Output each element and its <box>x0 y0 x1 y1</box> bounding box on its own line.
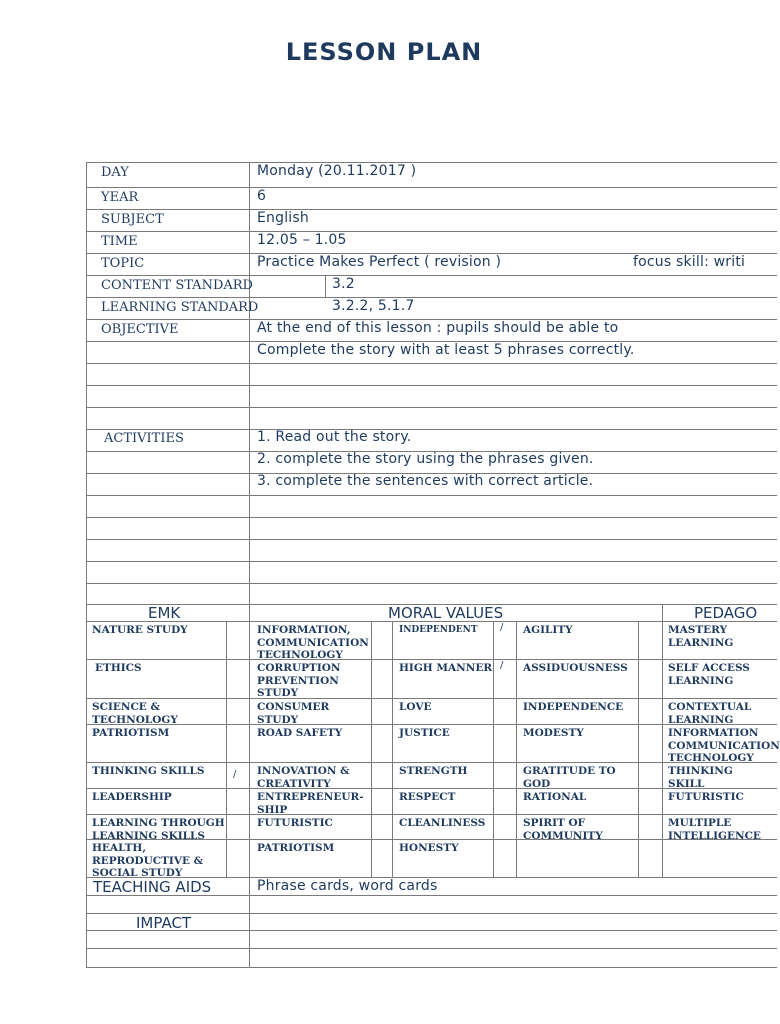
row-divider <box>86 814 777 815</box>
moral-b-cell: ASSIDUOUSNESS <box>523 662 628 674</box>
moral-a-cell: HIGH MANNER <box>399 662 493 674</box>
row-divider <box>86 275 777 276</box>
moral-b-cell: SPIRIT OF COMMUNITY <box>523 817 603 842</box>
topic-value: Practice Makes Perfect ( revision ) <box>257 254 502 270</box>
content-standard-label: CONTENT STANDARD <box>101 278 253 293</box>
moral-a-cell: CLEANLINESS <box>399 817 486 829</box>
moral-b-cell: RATIONAL <box>523 791 587 803</box>
activity-3: 3. complete the sentences with correct article. <box>257 473 594 489</box>
focus-skill: focus skill: writi <box>633 254 746 270</box>
pedagogy-cell: MULTIPLE INTELLIGENCE <box>668 817 761 842</box>
moral-a-cell: LOVE <box>399 701 432 713</box>
objective-line-1: At the end of this lesson : pupils should be able to <box>257 320 619 336</box>
row-divider <box>86 231 777 232</box>
moral-b-cell: INDEPENDENCE <box>523 701 624 713</box>
row-divider <box>86 209 777 210</box>
moral-a-cell: HONESTY <box>399 842 459 854</box>
emk-cell: NATURE STUDY <box>92 624 188 636</box>
emk-b-cell: ROAD SAFETY <box>257 727 343 739</box>
moral-b-cell: GRATITUDE TO GOD <box>523 765 616 790</box>
emk-b-cell: INFORMATION, COMMUNICATION TECHNOLOGY <box>257 624 369 661</box>
objective-label: OBJECTIVE <box>101 322 179 337</box>
lesson-plan-table <box>86 162 780 968</box>
emk-header: EMK <box>148 604 181 622</box>
column-divider <box>662 604 663 878</box>
year-value: 6 <box>257 188 267 204</box>
objective-line-2: Complete the story with at least 5 phrases correctly. <box>257 342 635 358</box>
check-mark-independent: / <box>500 622 504 633</box>
moral-a-cell: JUSTICE <box>399 727 450 739</box>
moral-values-header: MORAL VALUES <box>388 604 504 622</box>
emk-cell: SCIENCE & TECHNOLOGY <box>92 701 178 726</box>
row-divider <box>86 429 777 430</box>
year-label: YEAR <box>101 190 139 205</box>
moral-a-cell: INDEPENDENT <box>399 625 478 635</box>
moral-a-cell: RESPECT <box>399 791 456 803</box>
teaching-aids-label: TEACHING AIDS <box>93 878 212 896</box>
column-divider <box>516 621 517 878</box>
column-divider <box>325 275 326 298</box>
pedagogy-cell: INFORMATION COMMUNICATION TECHNOLOGY <box>668 727 780 764</box>
table-bottom-border <box>86 967 777 968</box>
emk-cell: LEARNING THROUGH LEARNING SKILLS <box>92 817 225 842</box>
page-title: LESSON PLAN <box>285 38 483 66</box>
activity-2: 2. complete the story using the phrases given. <box>257 451 594 467</box>
row-divider <box>86 561 777 562</box>
row-divider <box>86 517 777 518</box>
emk-b-cell: INNOVATION & CREATIVITY <box>257 765 350 790</box>
moral-b-cell: MODESTY <box>523 727 584 739</box>
row-divider <box>86 659 777 660</box>
row-divider <box>86 385 777 386</box>
day-label: DAY <box>101 165 129 180</box>
emk-cell: THINKING SKILLS <box>92 765 205 777</box>
check-mark-high-manner: / <box>500 660 504 671</box>
row-divider <box>86 187 777 188</box>
check-mark-thinking-skills: / <box>233 769 237 780</box>
pedagogy-header: PEDAGO <box>694 604 758 622</box>
table-left-border <box>86 162 87 968</box>
row-divider <box>86 297 777 298</box>
row-divider <box>86 583 777 584</box>
row-divider <box>86 407 777 408</box>
pedagogy-cell: FUTURISTIC <box>668 791 744 803</box>
emk-cell: PATRIOTISM <box>92 727 170 739</box>
row-divider <box>86 698 777 699</box>
pedagogy-cell: THINKING SKILL <box>668 765 733 790</box>
column-divider <box>226 621 227 878</box>
emk-b-cell: ENTREPRENEUR- SHIP <box>257 791 364 816</box>
day-value: Monday (20.11.2017 ) <box>257 163 417 179</box>
row-divider <box>86 539 777 540</box>
topic-label: TOPIC <box>101 256 145 271</box>
pedagogy-cell: CONTEXTUAL LEARNING <box>668 701 752 726</box>
table-bottom-border <box>86 948 777 949</box>
subject-label: SUBJECT <box>101 212 164 227</box>
column-divider <box>392 621 393 878</box>
row-divider <box>86 495 777 496</box>
emk-cell: HEALTH, REPRODUCTIVE & SOCIAL STUDY <box>92 842 204 879</box>
row-divider <box>86 363 777 364</box>
emk-b-cell: FUTURISTIC <box>257 817 333 829</box>
subject-value: English <box>257 210 309 226</box>
column-divider <box>493 621 494 878</box>
column-divider <box>371 621 372 878</box>
column-divider <box>638 621 639 878</box>
impact-label: IMPACT <box>136 914 192 932</box>
row-divider <box>86 162 777 163</box>
emk-b-cell: PATRIOTISM <box>257 842 335 854</box>
emk-b-cell: CONSUMER STUDY <box>257 701 330 726</box>
content-standard-value: 3.2 <box>332 276 355 292</box>
time-label: TIME <box>101 234 138 249</box>
emk-b-cell: CORRUPTION PREVENTION STUDY <box>257 662 341 699</box>
emk-cell: LEADERSHIP <box>92 791 172 803</box>
pedagogy-cell: SELF ACCESS LEARNING <box>668 662 750 687</box>
moral-b-cell: AGILITY <box>523 624 573 636</box>
learning-standard-label: LEARNING STANDARD <box>101 300 259 315</box>
teaching-aids-value: Phrase cards, word cards <box>257 878 438 894</box>
activities-label: ACTIVITIES <box>104 431 184 446</box>
time-value: 12.05 – 1.05 <box>257 232 347 248</box>
moral-a-cell: STRENGTH <box>399 765 468 777</box>
activity-1: 1. Read out the story. <box>257 429 412 445</box>
learning-standard-value: 3.2.2, 5.1.7 <box>332 298 415 314</box>
emk-cell: ETHICS <box>95 662 142 674</box>
pedagogy-cell: MASTERY LEARNING <box>668 624 734 649</box>
